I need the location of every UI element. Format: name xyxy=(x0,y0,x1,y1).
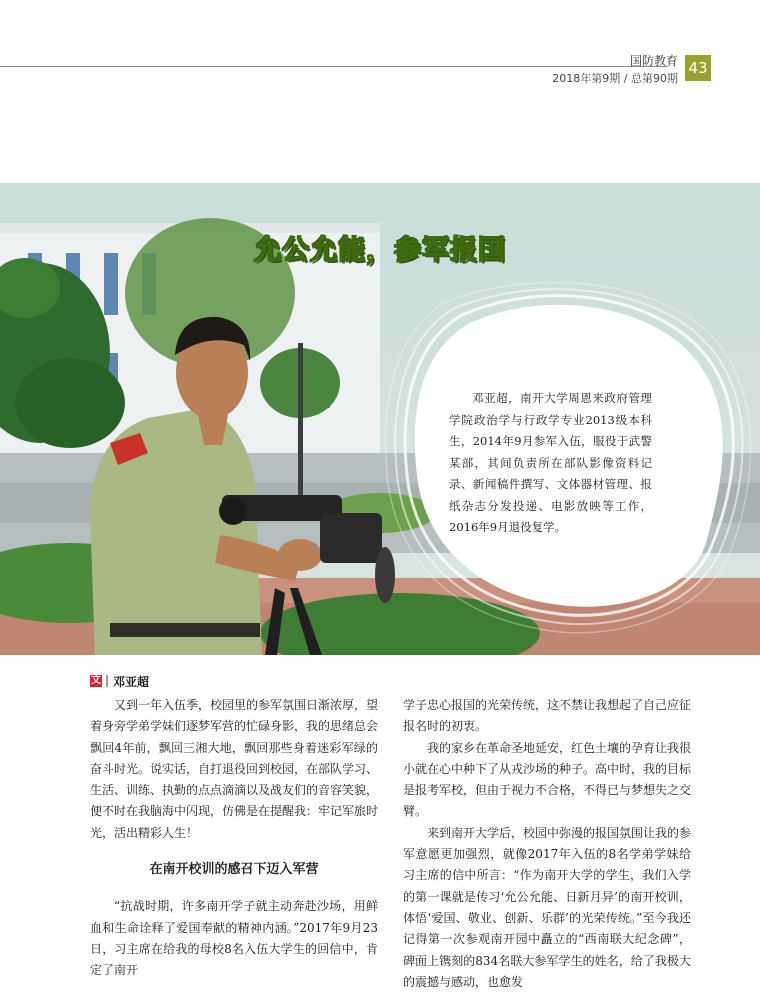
page-number: 43 xyxy=(685,55,711,81)
byline-mark: 文 xyxy=(91,675,101,686)
article-paragraph: 学子忠心报国的光荣传统，这不禁让我想起了自己应征报名时的初衷。 xyxy=(403,698,692,734)
section-name: 国防教育 xyxy=(629,54,678,68)
article-paragraph: 我的家乡在革命圣地延安，红色土壤的孕育让我很小就在心中种下了从戎沙场的种子。高中时，我的目标是报考军校，但由于视力不合格，不得已与梦想失之交臂。 xyxy=(403,740,692,819)
article-paragraph: 来到南开大学后，校园中弥漫的报国氛围让我的参军意愿更加强烈，就像2017年入伍的8名学弟学妹给习主席的信中所言：“作为南开大学的学生，我们入学的第一课就是传习‘允公允能、日新月异’的南开校训，体悟‘爱国、敬业、创新、乐群’的光荣传统。”至今我还记得第一次参观南开园中矗立的“西南联大纪念碑”，碑面上镌刻的834名联大参军学生的姓名，给了我极大的震撼与感动，也愈发 xyxy=(403,825,692,989)
article-column-right xyxy=(403,695,691,993)
article-paragraph: “抗战时期，许多南开学子就主动奔赴沙场，用鲜血和生命诠释了爱国奉献的精神内涵。”2017年9月23日，习主席在给我的母校8名入伍大学生的回信中，肯定了南开 xyxy=(90,899,378,978)
byline-divider xyxy=(106,675,108,687)
issue-info: 2018年第9期 / 总第90期 xyxy=(552,72,678,85)
article-column-left xyxy=(90,695,378,982)
author-bio: 邓亚超，南开大学周恩来政府管理学院政治学与行政学专业2013级本科生，2014年9月参军入伍，服役于武警某部，其间负责所在部队影像资料记录、新闻稿件撰写、文体器材管理、报纸杂志分发投递、电影放映等工作，2016年9月退役复学。 xyxy=(449,391,652,534)
article-subheading: 在南开校训的感召下迈入军营 xyxy=(149,862,319,878)
author-name: 邓亚超 xyxy=(113,674,150,689)
feature-headline: 允公允能，参军报国 xyxy=(254,235,506,266)
header-rule xyxy=(0,66,668,67)
article-paragraph: 又到一年入伍季，校园里的参军氛围日渐浓厚，望着身旁学弟学妹们逐梦军营的忙碌身影，我的思绪总会飘回4年前，飘回三湘大地，飘回那些身着迷彩军绿的奋斗时光。说实话，自打退役回到校园，在部队学习、生活、训练、执勤的点点滴滴以及战友们的音容笑貌，便不时在我脑海中闪现，仿佛是在提醒我：牢记军旅时光，活出精彩人生！ xyxy=(90,698,379,840)
byline xyxy=(90,673,149,689)
